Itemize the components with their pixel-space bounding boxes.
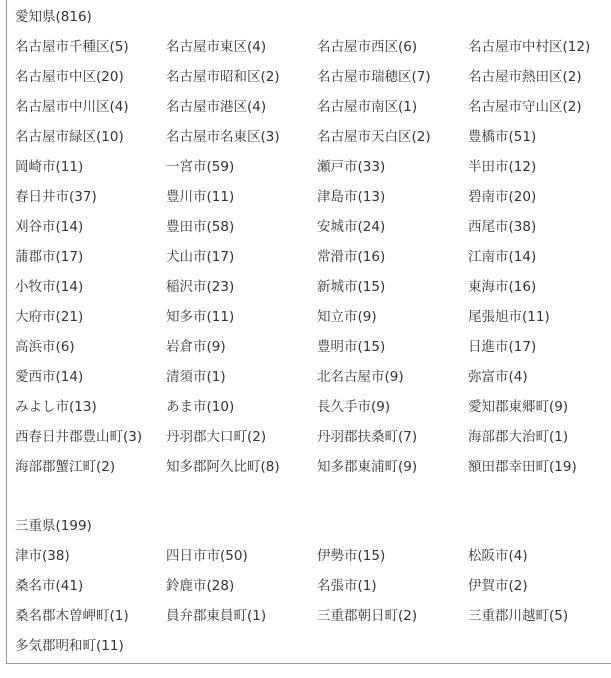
city-link[interactable]: 海部郡大治町(1) <box>468 429 569 445</box>
city-link[interactable]: 知立市(9) <box>317 309 377 325</box>
city-link[interactable]: 丹羽郡扶桑町(7) <box>317 429 418 445</box>
city-list <box>15 541 611 661</box>
city-link[interactable]: 多気郡明和町(11) <box>15 638 124 654</box>
city-link[interactable]: 春日井市(37) <box>15 189 97 205</box>
prefecture-section-mie <box>15 511 611 661</box>
city-link[interactable]: 津島市(13) <box>317 189 386 205</box>
city-link[interactable]: 名古屋市中川区(4) <box>15 99 129 115</box>
city-link[interactable]: 愛知郡東郷町(9) <box>468 399 569 415</box>
prefecture-section-aichi <box>15 2 611 482</box>
city-link[interactable]: 桑名郡木曽岬町(1) <box>15 608 129 624</box>
city-link[interactable]: 名古屋市緑区(10) <box>15 129 124 145</box>
city-link[interactable]: 高浜市(6) <box>15 339 75 355</box>
city-link[interactable]: 桑名市(41) <box>15 578 84 594</box>
city-link[interactable]: 東海市(16) <box>468 279 537 295</box>
city-link[interactable]: 知多郡阿久比町(8) <box>166 459 280 475</box>
city-link[interactable]: 知多郡東浦町(9) <box>317 459 418 475</box>
city-link[interactable]: 松阪市(4) <box>468 548 528 564</box>
city-link[interactable]: 豊田市(58) <box>166 219 235 235</box>
city-link[interactable]: 鈴鹿市(28) <box>166 578 235 594</box>
city-link[interactable]: 三重郡川越町(5) <box>468 608 569 624</box>
city-link[interactable]: 津市(38) <box>15 548 70 564</box>
city-link[interactable]: 西尾市(38) <box>468 219 537 235</box>
city-link[interactable]: 名古屋市西区(6) <box>317 39 418 55</box>
city-link[interactable]: 半田市(12) <box>468 159 537 175</box>
city-link[interactable]: 名古屋市港区(4) <box>166 99 267 115</box>
city-link[interactable]: 豊川市(11) <box>166 189 235 205</box>
city-link[interactable]: 名古屋市中区(20) <box>15 69 124 85</box>
city-link[interactable]: 四日市市(50) <box>166 548 248 564</box>
city-link[interactable]: 長久手市(9) <box>317 399 391 415</box>
city-link[interactable]: 瀬戸市(33) <box>317 159 386 175</box>
city-link[interactable]: 弥富市(4) <box>468 369 528 385</box>
city-list <box>15 32 611 482</box>
city-link[interactable]: 名古屋市中村区(12) <box>468 39 591 55</box>
city-link[interactable]: 碧南市(20) <box>468 189 537 205</box>
city-link[interactable]: 西春日井郡豊山町(3) <box>15 429 143 445</box>
city-link[interactable]: 伊勢市(15) <box>317 548 386 564</box>
city-link[interactable]: 名古屋市熱田区(2) <box>468 69 582 85</box>
city-link[interactable]: 日進市(17) <box>468 339 537 355</box>
city-link[interactable]: 名古屋市天白区(2) <box>317 129 431 145</box>
city-link[interactable]: 新城市(15) <box>317 279 386 295</box>
city-link[interactable]: 海部郡蟹江町(2) <box>15 459 116 475</box>
city-link[interactable]: 員弁郡東員町(1) <box>166 608 267 624</box>
city-link[interactable]: 豊明市(15) <box>317 339 386 355</box>
city-link[interactable]: 稲沢市(23) <box>166 279 235 295</box>
city-link[interactable]: 安城市(24) <box>317 219 386 235</box>
city-link[interactable]: 名古屋市千種区(5) <box>15 39 129 55</box>
city-link[interactable]: 刈谷市(14) <box>15 219 84 235</box>
city-link[interactable]: 名古屋市名東区(3) <box>166 129 280 145</box>
city-link[interactable]: 知多市(11) <box>166 309 235 325</box>
prefecture-heading: 三重県(199) <box>15 518 92 534</box>
city-link[interactable]: 三重郡朝日町(2) <box>317 608 418 624</box>
city-link[interactable]: 伊賀市(2) <box>468 578 528 594</box>
city-link[interactable]: 犬山市(17) <box>166 249 235 265</box>
city-link[interactable]: 愛西市(14) <box>15 369 84 385</box>
city-link[interactable]: 名古屋市南区(1) <box>317 99 418 115</box>
prefecture-heading: 愛知県(816) <box>15 9 92 25</box>
city-link[interactable]: 一宮市(59) <box>166 159 235 175</box>
city-link[interactable]: 丹羽郡大口町(2) <box>166 429 267 445</box>
city-link[interactable]: 額田郡幸田町(19) <box>468 459 577 475</box>
city-link[interactable]: 江南市(14) <box>468 249 537 265</box>
city-link[interactable]: 北名古屋市(9) <box>317 369 404 385</box>
city-link[interactable]: 尾張旭市(11) <box>468 309 550 325</box>
city-link[interactable]: 蒲郡市(17) <box>15 249 84 265</box>
city-link[interactable]: 名古屋市守山区(2) <box>468 99 582 115</box>
city-link[interactable]: 清須市(1) <box>166 369 226 385</box>
city-link[interactable]: あま市(10) <box>166 399 235 415</box>
city-link[interactable]: みよし市(13) <box>15 399 97 415</box>
city-link[interactable]: 岩倉市(9) <box>166 339 226 355</box>
city-link[interactable]: 名古屋市瑞穂区(7) <box>317 69 431 85</box>
city-link[interactable]: 大府市(21) <box>15 309 84 325</box>
city-link[interactable]: 小牧市(14) <box>15 279 84 295</box>
city-link[interactable]: 名古屋市東区(4) <box>166 39 267 55</box>
city-link[interactable]: 常滑市(16) <box>317 249 386 265</box>
city-link[interactable]: 名張市(1) <box>317 578 377 594</box>
city-link[interactable]: 名古屋市昭和区(2) <box>166 69 280 85</box>
city-link[interactable]: 岡崎市(11) <box>15 159 84 175</box>
city-link[interactable]: 豊橋市(51) <box>468 129 537 145</box>
